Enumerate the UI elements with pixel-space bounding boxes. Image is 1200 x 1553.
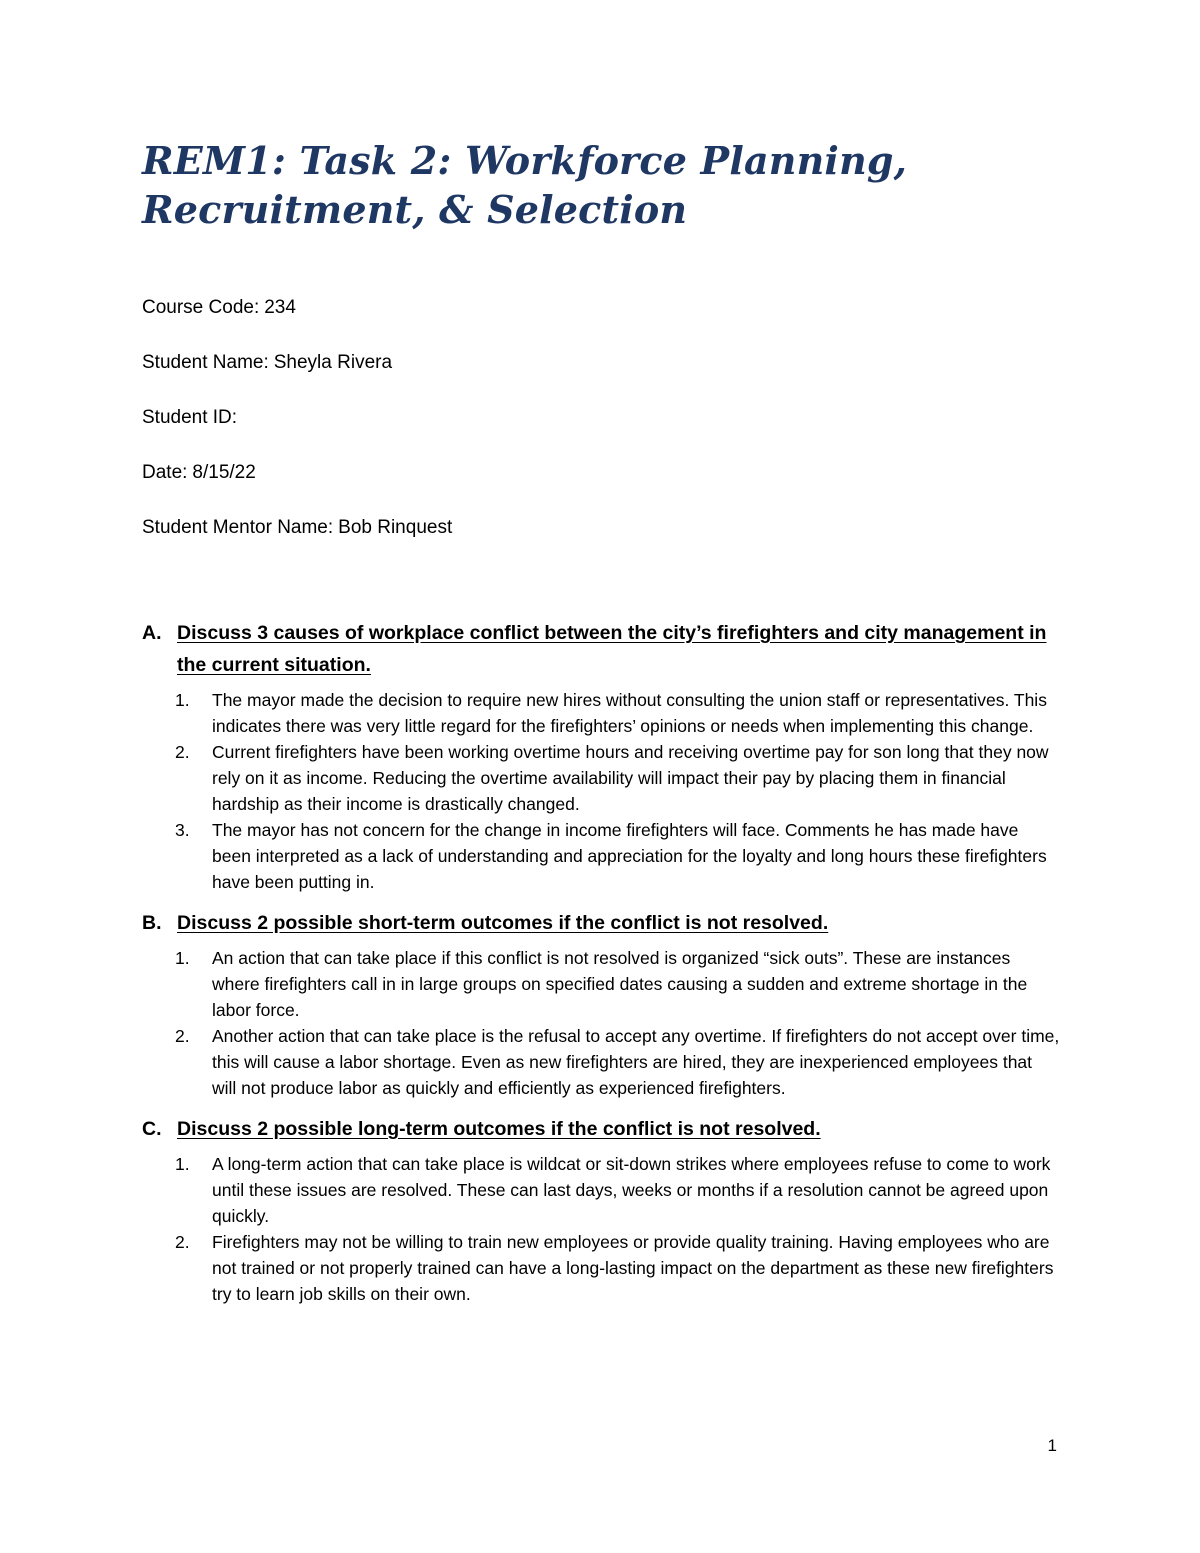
section-b: [142, 907, 1060, 1101]
item-number: 2.: [175, 1232, 190, 1252]
section-c: [142, 1113, 1060, 1307]
item-number: 1.: [175, 690, 190, 710]
student-name-label: Student Name:: [142, 352, 269, 373]
mentor-name-label: Student Mentor Name:: [142, 517, 334, 538]
section-letter: C.: [142, 1118, 162, 1140]
section-heading: [142, 907, 1060, 939]
item-text: The mayor has not concern for the change in income firefighters will face. Comments he has made have been interpreted as a lack of understanding and appreciation for the loyalty and long hours these firefighters have been putting in.: [212, 820, 1047, 892]
student-id-label: Student ID:: [142, 407, 238, 428]
item-number: 2.: [175, 1026, 190, 1046]
item-text: Current firefighters have been working overtime hours and receiving overtime pay for son long that they now rely on it as income. Reducing the overtime availability will impact their pay by placing them in financial hardship as their income is drastically changed.: [212, 742, 1049, 814]
item-number: 1.: [175, 948, 190, 968]
list-item: [142, 817, 1060, 895]
list-item: [142, 1229, 1060, 1307]
section-heading: [142, 617, 1060, 681]
mentor-name-line: [142, 500, 1060, 555]
section-letter: A.: [142, 622, 162, 644]
date-value: 8/15/22: [192, 462, 256, 483]
mentor-name-value: Bob Rinquest: [338, 517, 453, 538]
section-heading: [142, 1113, 1060, 1145]
student-id-line: [142, 390, 1060, 445]
item-text: The mayor made the decision to require new hires without consulting the union staff or representatives. This indicates there was very little regard for the firefighters’ opinions or needs when implementing this change.: [212, 690, 1047, 736]
date-line: [142, 445, 1060, 500]
item-text: Firefighters may not be willing to train new employees or provide quality training. Having employees who are not trained or not properly trained can have a long-lasting impact on the department as these new firefighters try to learn job skills on their own.: [212, 1232, 1054, 1304]
section-question: Discuss 3 causes of workplace conflict between the city’s firefighters and city management in the current situation.: [177, 622, 1047, 676]
item-text: An action that can take place if this conflict is not resolved is organized “sick outs”. These are instances where firefighters call in in large groups on specified dates causing a sudden and extreme shortage in the labor force.: [212, 948, 1028, 1020]
answer-list: [142, 1151, 1060, 1307]
student-info: [142, 280, 1060, 555]
item-number: 3.: [175, 820, 190, 840]
list-item: [142, 1151, 1060, 1229]
course-code-line: [142, 280, 1060, 335]
date-label: Date:: [142, 462, 188, 483]
student-name-line: [142, 335, 1060, 390]
section-question: Discuss 2 possible long-term outcomes if the conflict is not resolved.: [177, 1118, 821, 1140]
course-code-label: Course Code:: [142, 297, 260, 318]
list-item: [142, 1023, 1060, 1101]
page-number: 1: [1047, 1436, 1057, 1455]
item-text: Another action that can take place is the refusal to accept any overtime. If firefighters do not accept over time, this will cause a labor shortage. Even as new firefighters are hired, they are inexperienced employees that will not produce labor as quickly and efficiently as experienced firefighters.: [212, 1026, 1060, 1098]
section-a: [142, 617, 1060, 895]
course-code-value: 234: [264, 297, 296, 318]
item-text: A long-term action that can take place is wildcat or sit-down strikes where employees refuse to come to work until these issues are resolved. These can last days, weeks or months if a resolution cannot be agreed upon quickly.: [212, 1154, 1051, 1226]
list-item: [142, 945, 1060, 1023]
answer-list: [142, 687, 1060, 895]
document-title: REM1: Task 2: Workforce Planning, Recruitment, & Selection: [142, 138, 908, 232]
section-question: Discuss 2 possible short-term outcomes if the conflict is not resolved.: [177, 912, 829, 934]
item-number: 1.: [175, 1154, 190, 1174]
list-item: [142, 739, 1060, 817]
student-name-value: Sheyla Rivera: [273, 352, 393, 373]
answer-list: [142, 945, 1060, 1101]
section-letter: B.: [142, 912, 162, 934]
item-number: 2.: [175, 742, 190, 762]
list-item: [142, 687, 1060, 739]
